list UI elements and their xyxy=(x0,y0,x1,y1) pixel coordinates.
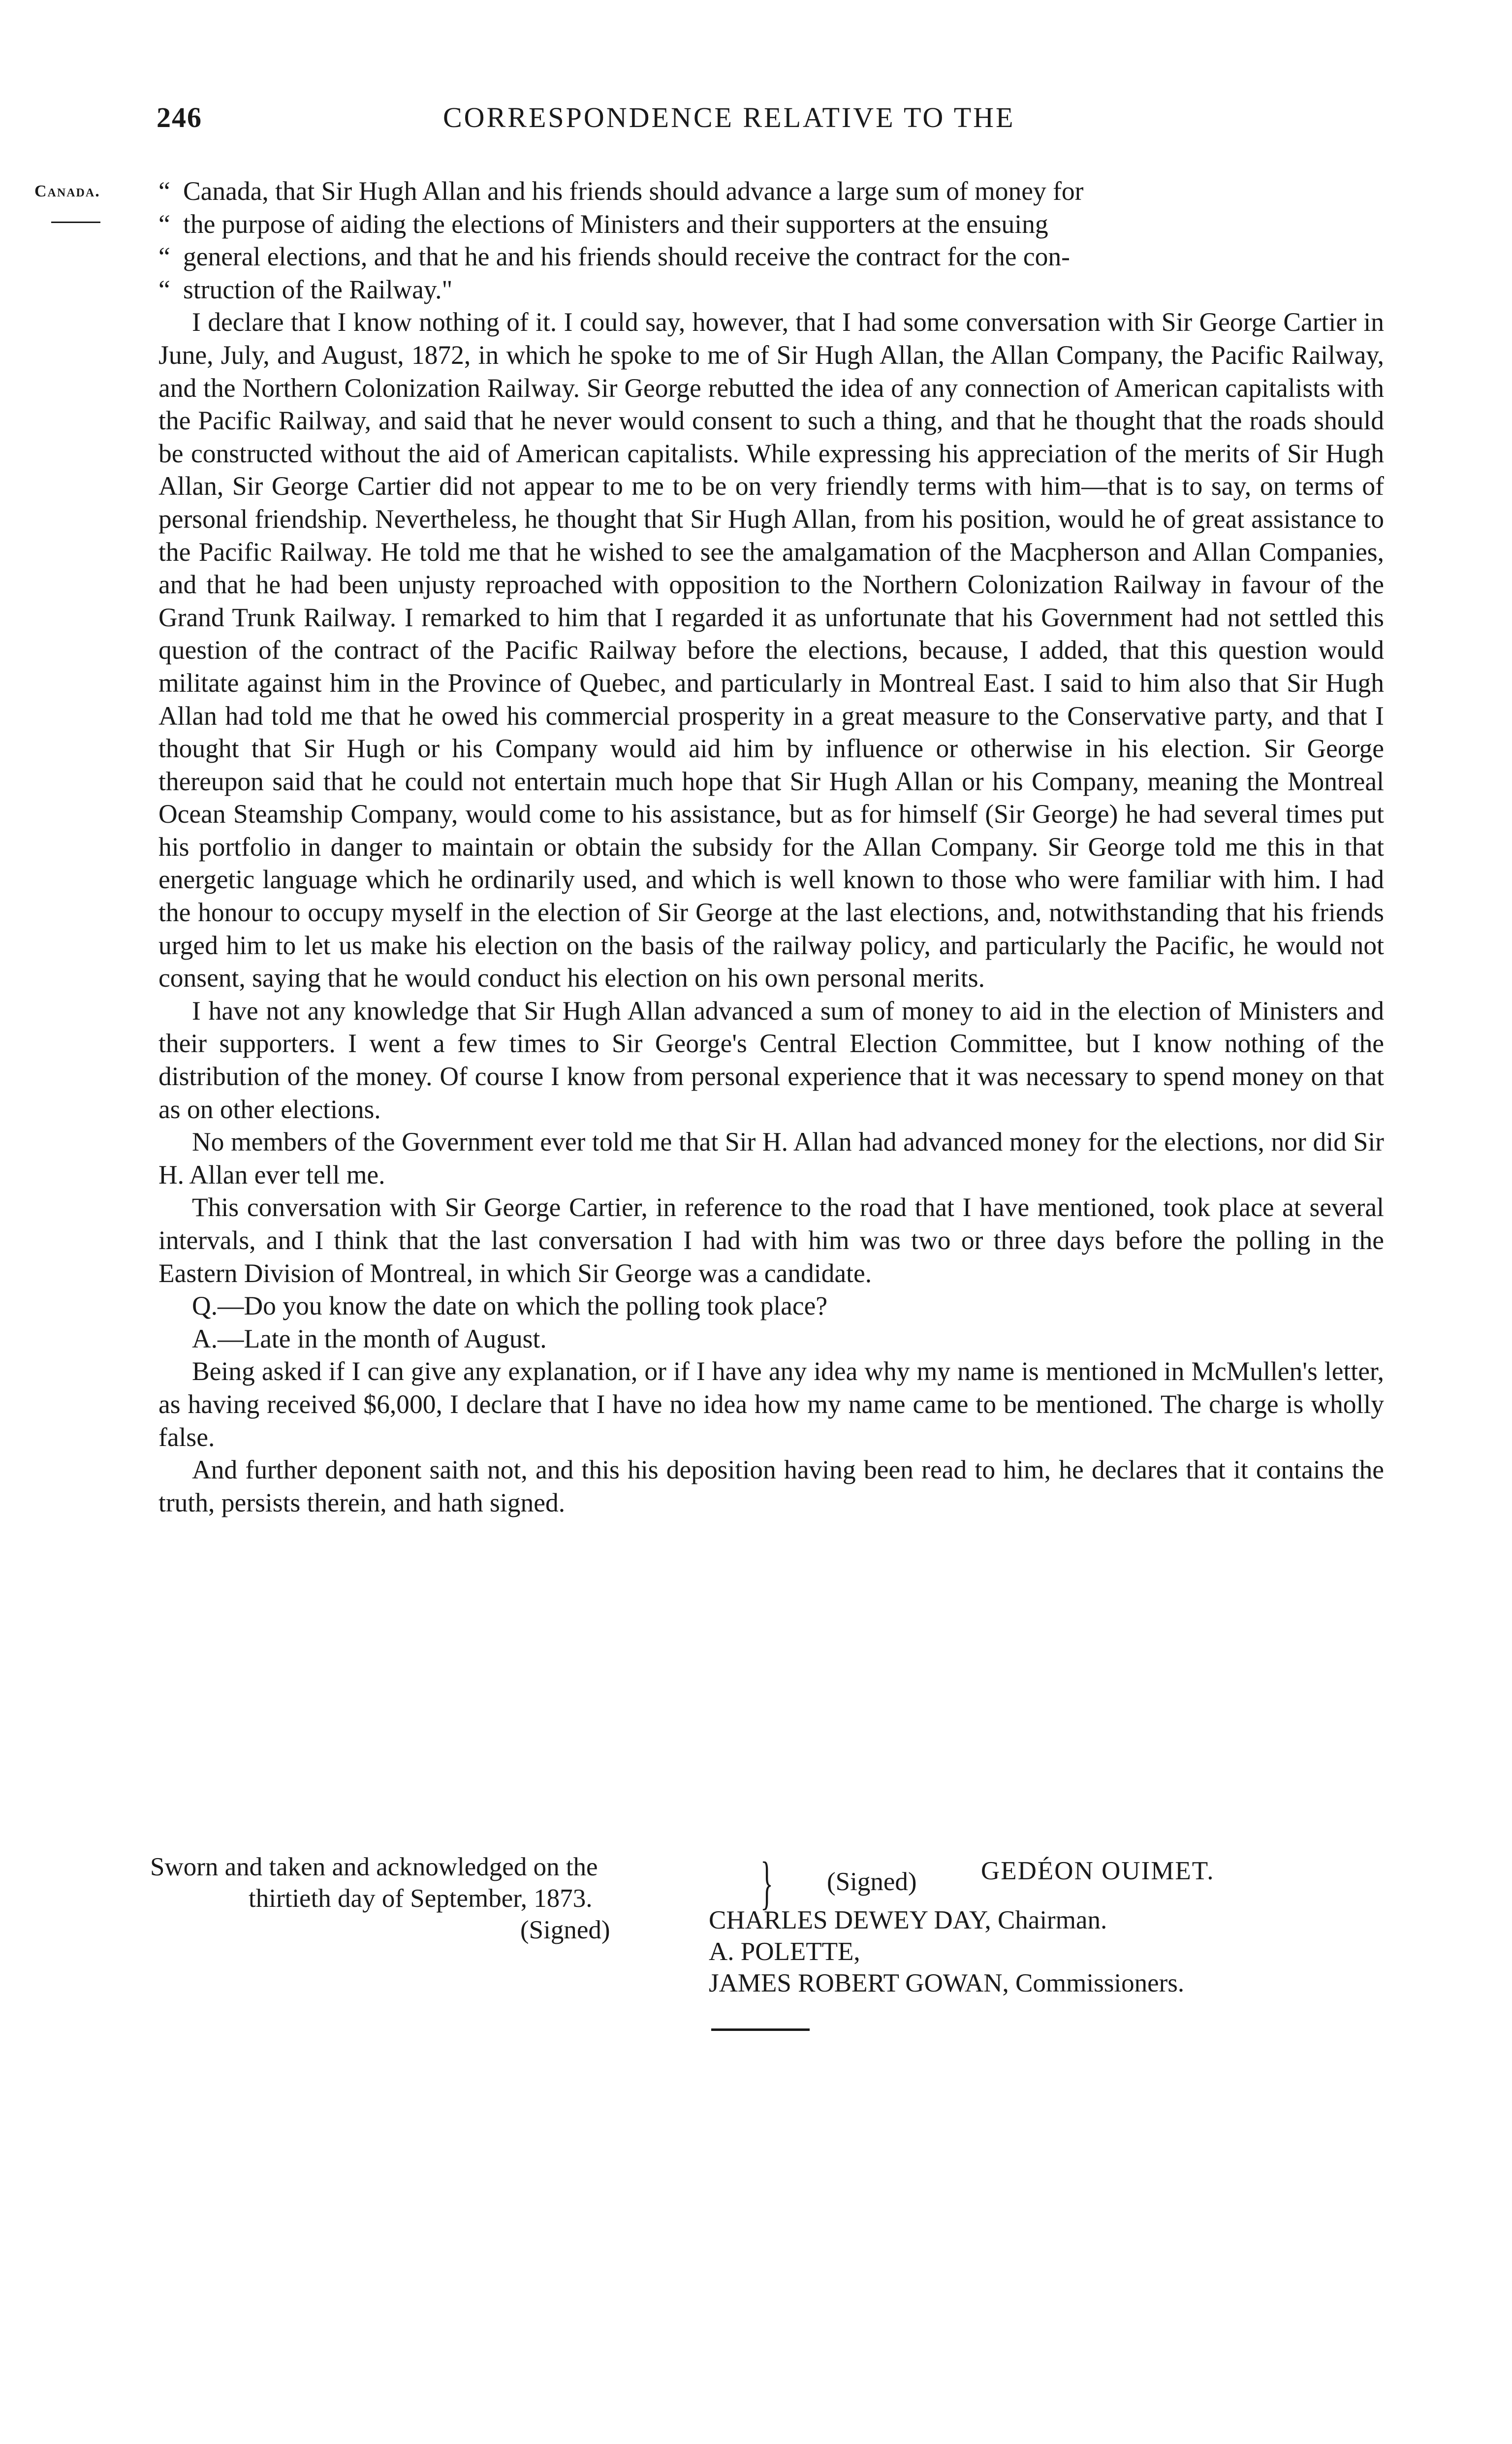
deponent-name: GEDÉON OUIMET. xyxy=(981,1857,1215,1885)
running-title: CORRESPONDENCE RELATIVE TO THE xyxy=(443,101,1015,133)
sworn-date: thirtieth day of September, 1873. xyxy=(249,1884,593,1913)
paragraph: This conversation with Sir George Cartier, in reference to the road that I have mentioned, took place at several intervals, and I think that the last conversation I had with him was two or three days before the polling in the Eastern Division of Montreal, in which Sir George was a candidate. xyxy=(158,1192,1384,1288)
margin-note: Canada. xyxy=(34,182,100,200)
end-rule xyxy=(711,2028,810,2031)
signed-label: (Signed) xyxy=(827,1867,917,1896)
quote-mark: “ xyxy=(158,242,170,272)
signed-label: (Signed) xyxy=(520,1916,610,1944)
sworn-line: Sworn and taken and acknowledged on the xyxy=(150,1853,598,1881)
quote-mark: “ xyxy=(158,274,170,304)
commissioner: A. POLETTE, xyxy=(709,1937,860,1966)
quote-line-text: general elections, and that he and his friends should receive the contract for the con- xyxy=(183,242,1070,272)
page-number: 246 xyxy=(157,101,202,133)
paragraph: I have not any knowledge that Sir Hugh Allan advanced a sum of money to aid in the election of Ministers and their supporters. I went a few times to Sir George's Central Election Committee, but I know nothing of the distribution of the money. Of course I know from personal experience that it was necessary to spend money on that as on other elections. xyxy=(158,996,1384,1124)
page-header xyxy=(0,101,1512,140)
quote-line-text: Canada, that Sir Hugh Allan and his friends should advance a large sum of money for xyxy=(183,176,1084,206)
sworn-statement xyxy=(150,1851,770,1914)
quote-line-text: struction of the Railway." xyxy=(183,274,453,304)
quote-line xyxy=(158,273,1384,306)
quote-line xyxy=(158,208,1384,241)
commissioner: JAMES ROBERT GOWAN, Commissioners. xyxy=(709,1969,1185,1997)
quote-line-text: the purpose of aiding the elections of Ministers and their supporters at the ensuing xyxy=(183,209,1048,239)
commissioner: CHARLES DEWEY DAY, Chairman. xyxy=(709,1906,1107,1934)
question: Q.—Do you know the date on which the polling took place? xyxy=(192,1291,828,1321)
quote-mark: “ xyxy=(158,209,170,239)
paragraph: And further deponent saith not, and this his deposition having been read to him, he declares that it contains the truth, persists therein, and hath signed. xyxy=(158,1455,1384,1517)
quoted-passage xyxy=(158,175,1384,306)
quote-line xyxy=(158,240,1384,273)
paragraph: Being asked if I can give any explanation, or if I have any idea why my name is mentioned in McMullen's letter, as having received $6,000, I declare that I have no idea how my name came to be mentioned. The charge is wholly false. xyxy=(158,1356,1384,1452)
quote-line xyxy=(158,175,1384,208)
brace: } xyxy=(760,1850,773,1915)
paragraph: No members of the Government ever told me that Sir H. Allan had advanced money for the elections, nor did Sir H. Allan ever tell me. xyxy=(158,1127,1384,1190)
answer: A.—Late in the month of August. xyxy=(192,1323,547,1353)
commissioners-list xyxy=(709,1904,1184,1999)
margin-rule xyxy=(51,222,100,223)
paragraph: I declare that I know nothing of it. I could say, however, that I had some conversation with Sir George Cartier in June, July, and August, 1872, in which he spoke to me of Sir Hugh Allan, the Allan Company, the Pacific Railway, and the Northern Colonization Railway. Sir George rebutted the idea of any connection of American capitalists with the Pacific Railway, and said that he never would consent to such a thing, and that he thought that the roads should be constructed without the aid of American capitalists. While expressing his appreciation of the merits of Sir Hugh Allan, Sir George Cartier did not appear to me to be on very friendly terms with him—that is to say, on terms of personal friendship. Nevertheless, he thought that Sir Hugh Allan, from his position, would he of great assistance to the Pacific Railway. He told me that he wished to see the amalgamation of the Macpherson and Allan Companies, and that he had been unjusty reproached with opposition to the Northern Colonization Railway in favour of the Grand Trunk Railway. I remarked to him that I regarded it as unfortunate that his Government had not settled this question of the contract of the Pacific Railway before the elections, because, I added, that this question would militate against him in the Province of Quebec, and particularly in Montreal East. I said to him also that Sir Hugh Allan had told me that he owed his commercial prosperity in a great measure to the Conservative party, and that I thought that Sir Hugh or his Company would aid him by influence or otherwise in his election. Sir George thereupon said that he could not entertain much hope that Sir Hugh Allan or his Company, meaning the Montreal Ocean Steamship Company, would come to his assistance, but as for himself (Sir George) he had several times put his portfolio in danger to maintain or obtain the subsidy for the Allan Company. Sir George told me this in that energetic language which he ordinarily used, and which is well known to those who were familiar with him. I had the honour to occupy myself in the election of Sir George at the last elections, and, notwithstanding that his friends urged him to let us make his election on the basis of the railway policy, and particularly the Pacific, he would not consent, saying that he would conduct his election on his own personal merits. xyxy=(158,307,1384,993)
body-text xyxy=(158,175,1384,1519)
quote-mark: “ xyxy=(158,176,170,206)
